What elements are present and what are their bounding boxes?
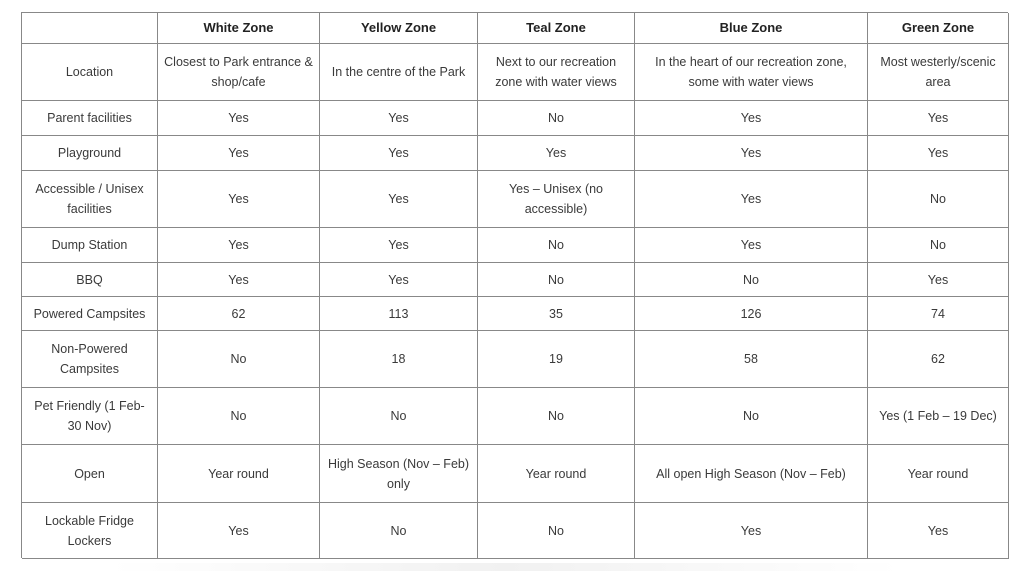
table-cell: Yes [478, 136, 635, 171]
table-cell: No [635, 263, 868, 297]
table-cell: Yes [868, 263, 1009, 297]
table-cell: 126 [635, 297, 868, 331]
table-cell: Yes [635, 171, 868, 228]
row-label-non-powered-campsites: Non-Powered Campsites [22, 331, 158, 388]
row-label-lockable-fridge-lockers: Lockable Fridge Lockers [22, 503, 158, 559]
table-cell: 113 [320, 297, 478, 331]
table-cell: Yes [158, 228, 320, 263]
table-cell: No [158, 331, 320, 388]
table-cell: Next to our recreation zone with water views [478, 44, 635, 101]
table-cell: 74 [868, 297, 1009, 331]
header-cell-empty [22, 13, 158, 44]
table-cell: No [868, 171, 1009, 228]
table-cell: Yes [320, 136, 478, 171]
table-cell: 58 [635, 331, 868, 388]
table-cell: Yes [158, 503, 320, 559]
table-cell: Yes [635, 101, 868, 136]
table-cell: No [635, 388, 868, 445]
table-cell: No [478, 228, 635, 263]
table-cell: Year round [868, 445, 1009, 503]
header-green-zone: Green Zone [868, 13, 1009, 44]
table-cell: Yes [320, 101, 478, 136]
table-cell: No [478, 263, 635, 297]
table-cell: Year round [478, 445, 635, 503]
table-cell: 18 [320, 331, 478, 388]
table-cell: In the centre of the Park [320, 44, 478, 101]
header-white-zone: White Zone [158, 13, 320, 44]
table-cell: Yes – Unisex (no accessible) [478, 171, 635, 228]
row-label-parent-facilities: Parent facilities [22, 101, 158, 136]
bottom-shadow-divider [110, 563, 900, 571]
table-cell: Yes [320, 263, 478, 297]
table-cell: Yes [635, 228, 868, 263]
table-cell: Yes [158, 171, 320, 228]
table-cell: Yes [868, 101, 1009, 136]
table-cell: Yes (1 Feb – 19 Dec) [868, 388, 1009, 445]
zone-comparison-table [21, 12, 1008, 558]
table-cell: No [478, 388, 635, 445]
table-cell: No [158, 388, 320, 445]
table-cell: No [478, 101, 635, 136]
table-cell: No [478, 503, 635, 559]
row-label-playground: Playground [22, 136, 158, 171]
table-cell: No [320, 388, 478, 445]
table-cell: Yes [868, 136, 1009, 171]
table-cell: No [320, 503, 478, 559]
table-cell: Most westerly/scenic area [868, 44, 1009, 101]
table-cell: All open High Season (Nov – Feb) [635, 445, 868, 503]
table-cell: Yes [158, 263, 320, 297]
row-label-accessible-unisex: Accessible / Unisex facilities [22, 171, 158, 228]
row-label-bbq: BBQ [22, 263, 158, 297]
table-cell: High Season (Nov – Feb) only [320, 445, 478, 503]
table-cell: Closest to Park entrance & shop/cafe [158, 44, 320, 101]
table-cell: 62 [158, 297, 320, 331]
header-yellow-zone: Yellow Zone [320, 13, 478, 44]
table-cell: No [868, 228, 1009, 263]
header-blue-zone: Blue Zone [635, 13, 868, 44]
table-cell: Yes [635, 136, 868, 171]
table-cell: Yes [635, 503, 868, 559]
row-label-location: Location [22, 44, 158, 101]
table-cell: 19 [478, 331, 635, 388]
row-label-powered-campsites: Powered Campsites [22, 297, 158, 331]
table-cell: Yes [868, 503, 1009, 559]
row-label-dump-station: Dump Station [22, 228, 158, 263]
row-label-pet-friendly: Pet Friendly (1 Feb-30 Nov) [22, 388, 158, 445]
table-cell: Yes [320, 171, 478, 228]
table-cell: Year round [158, 445, 320, 503]
row-label-open: Open [22, 445, 158, 503]
table-cell: Yes [320, 228, 478, 263]
table-cell: In the heart of our recreation zone, some with water views [635, 44, 868, 101]
table-cell: Yes [158, 136, 320, 171]
header-teal-zone: Teal Zone [478, 13, 635, 44]
table-cell: 62 [868, 331, 1009, 388]
table-cell: 35 [478, 297, 635, 331]
table-cell: Yes [158, 101, 320, 136]
